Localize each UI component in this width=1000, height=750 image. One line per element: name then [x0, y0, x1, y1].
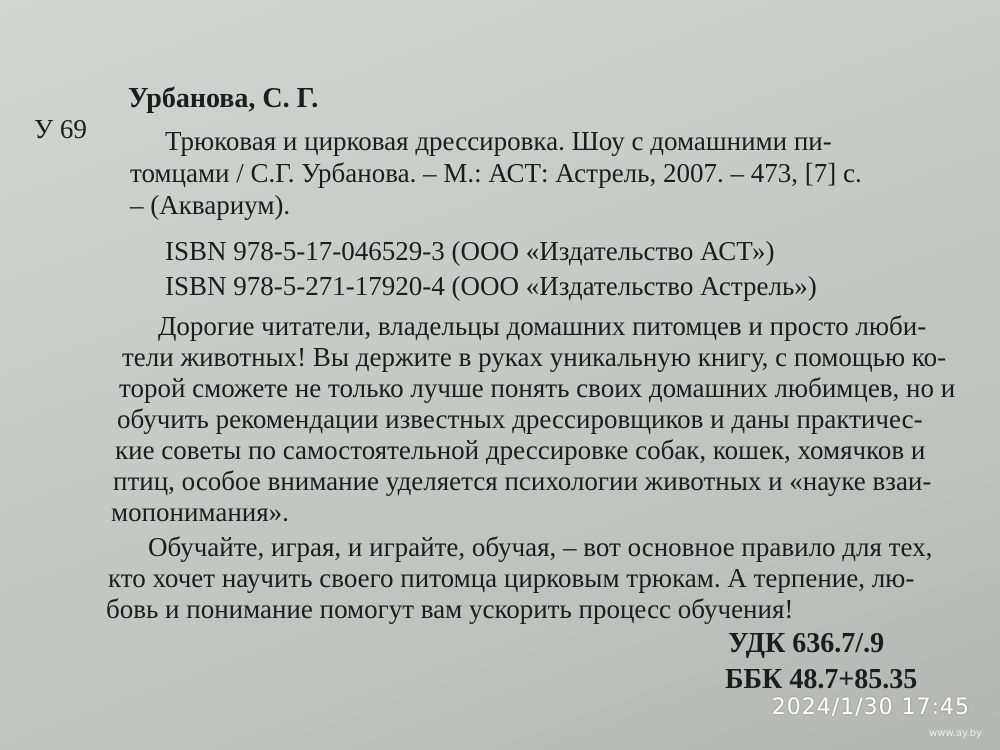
annotation-p1-line-1: Дорогие читатели, владельцы домашних питомцев и просто люби- — [158, 311, 927, 341]
annotation-p2-line-1: Обучайте, играя, и играйте, обучая, – вот основное правило для тех, — [148, 532, 933, 562]
description-line-3: – (Аквариум). — [130, 190, 291, 220]
annotation-p1-line-7: мопонимания». — [111, 497, 289, 527]
watermark: www.ay.by — [929, 728, 982, 739]
annotation-p1-line-5: кие советы по самостоятельной дрессировке собак, кошек, хомячков и — [115, 435, 926, 465]
annotation-p1-line-6: птиц, особое внимание уделяется психологии животных и «науке взаи- — [113, 466, 932, 496]
isbn-line-1: ISBN 978-5-17-046529-3 (ООО «Издательство АСТ») — [165, 236, 775, 266]
author-heading: Урбанова, С. Г. — [128, 83, 319, 114]
bbk-code: ББК 48.7+85.35 — [725, 664, 918, 695]
annotation-p2-line-2: кто хочет научить своего питомца цирковым трюкам. А терпение, лю- — [108, 563, 915, 593]
classification-index: У 69 — [34, 114, 87, 144]
annotation-p1-line-4: обучить рекомендации известных дрессировщиков и даны практичес- — [117, 404, 923, 434]
annotation-p1-line-2: тели животных! Вы держите в руках уникальную книгу, с помощью ко- — [122, 342, 947, 372]
udk-code: УДК 636.7/.9 — [728, 628, 885, 659]
annotation-p1-line-3: торой сможете не только лучше понять своих домашних любимцев, но и — [119, 373, 956, 403]
photo-timestamp: 2024/1/30 17:45 — [771, 695, 970, 720]
description-line-1: Трюковая и цирковая дрессировка. Шоу с домашними пи- — [165, 126, 832, 156]
annotation-p2-line-3: бовь и понимание помогут вам ускорить процесс обучения! — [106, 594, 794, 624]
description-line-2: томцами / С.Г. Урбанова. – М.: АСТ: Астрель, 2007. – 473, [7] с. — [130, 158, 862, 188]
isbn-line-2: ISBN 978-5-271-17920-4 (ООО «Издательство Астрель») — [165, 271, 817, 301]
